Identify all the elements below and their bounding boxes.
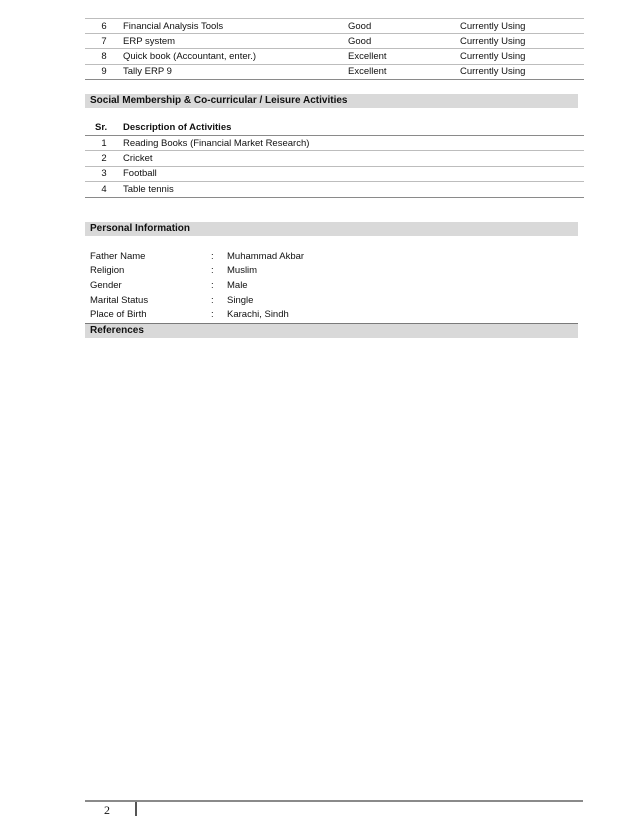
table-row xyxy=(85,64,584,79)
table-row xyxy=(85,182,584,197)
info-separator: : xyxy=(211,309,214,320)
usage-status: Currently Using xyxy=(460,19,584,34)
row-number: 1 xyxy=(85,136,123,151)
info-value: Muhammad Akbar xyxy=(227,251,305,262)
info-separator: : xyxy=(211,280,214,291)
software-name: Tally ERP 9 xyxy=(123,64,348,79)
skill-level: Excellent xyxy=(348,64,460,79)
info-label: Father Name xyxy=(90,251,146,262)
info-separator: : xyxy=(211,265,214,276)
software-skills-table xyxy=(85,18,584,80)
activity-description: Table tennis xyxy=(123,182,584,197)
page-number: 2 xyxy=(104,803,110,817)
skill-level: Good xyxy=(348,34,460,49)
usage-status: Currently Using xyxy=(460,49,584,64)
table-row xyxy=(85,151,584,166)
row-number: 8 xyxy=(85,49,123,64)
info-value: Single xyxy=(227,295,254,306)
skill-level: Excellent xyxy=(348,49,460,64)
row-number: 9 xyxy=(85,64,123,79)
info-label: Place of Birth xyxy=(90,309,147,320)
usage-status: Currently Using xyxy=(460,34,584,49)
row-number: 4 xyxy=(85,182,123,197)
software-name: ERP system xyxy=(123,34,348,49)
info-value: Male xyxy=(227,280,248,291)
skill-level: Good xyxy=(348,19,460,34)
table-row xyxy=(85,34,584,49)
info-separator: : xyxy=(211,295,214,306)
row-number: 6 xyxy=(85,19,123,34)
activities-heading: Social Membership & Co-curricular / Leisure Activities xyxy=(85,94,578,108)
software-name: Quick book (Accountant, enter.) xyxy=(123,49,348,64)
info-value: Muslim xyxy=(227,265,258,276)
software-name: Financial Analysis Tools xyxy=(123,19,348,34)
personal-info-heading: Personal Information xyxy=(85,222,578,236)
info-label: Gender xyxy=(90,280,122,291)
activities-table-header xyxy=(85,122,584,136)
table-row xyxy=(85,19,584,34)
info-separator: : xyxy=(211,251,214,262)
table-row xyxy=(85,166,584,181)
activity-description: Cricket xyxy=(123,151,584,166)
info-value: Karachi, Sindh xyxy=(227,309,289,320)
activities-table xyxy=(85,136,584,198)
footer-separator xyxy=(135,802,137,816)
info-label: Marital Status xyxy=(90,295,149,306)
row-number: 7 xyxy=(85,34,123,49)
activity-description: Football xyxy=(123,166,584,181)
usage-status: Currently Using xyxy=(460,64,584,79)
footer-divider xyxy=(85,800,583,802)
row-number: 2 xyxy=(85,151,123,166)
table-row xyxy=(85,49,584,64)
description-column-header: Description of Activities xyxy=(123,122,232,133)
references-heading: References xyxy=(85,324,578,338)
sr-column-header: Sr. xyxy=(95,122,108,133)
row-number: 3 xyxy=(85,166,123,181)
table-row xyxy=(85,136,584,151)
activity-description: Reading Books (Financial Market Research) xyxy=(123,136,584,151)
info-label: Religion xyxy=(90,265,125,276)
